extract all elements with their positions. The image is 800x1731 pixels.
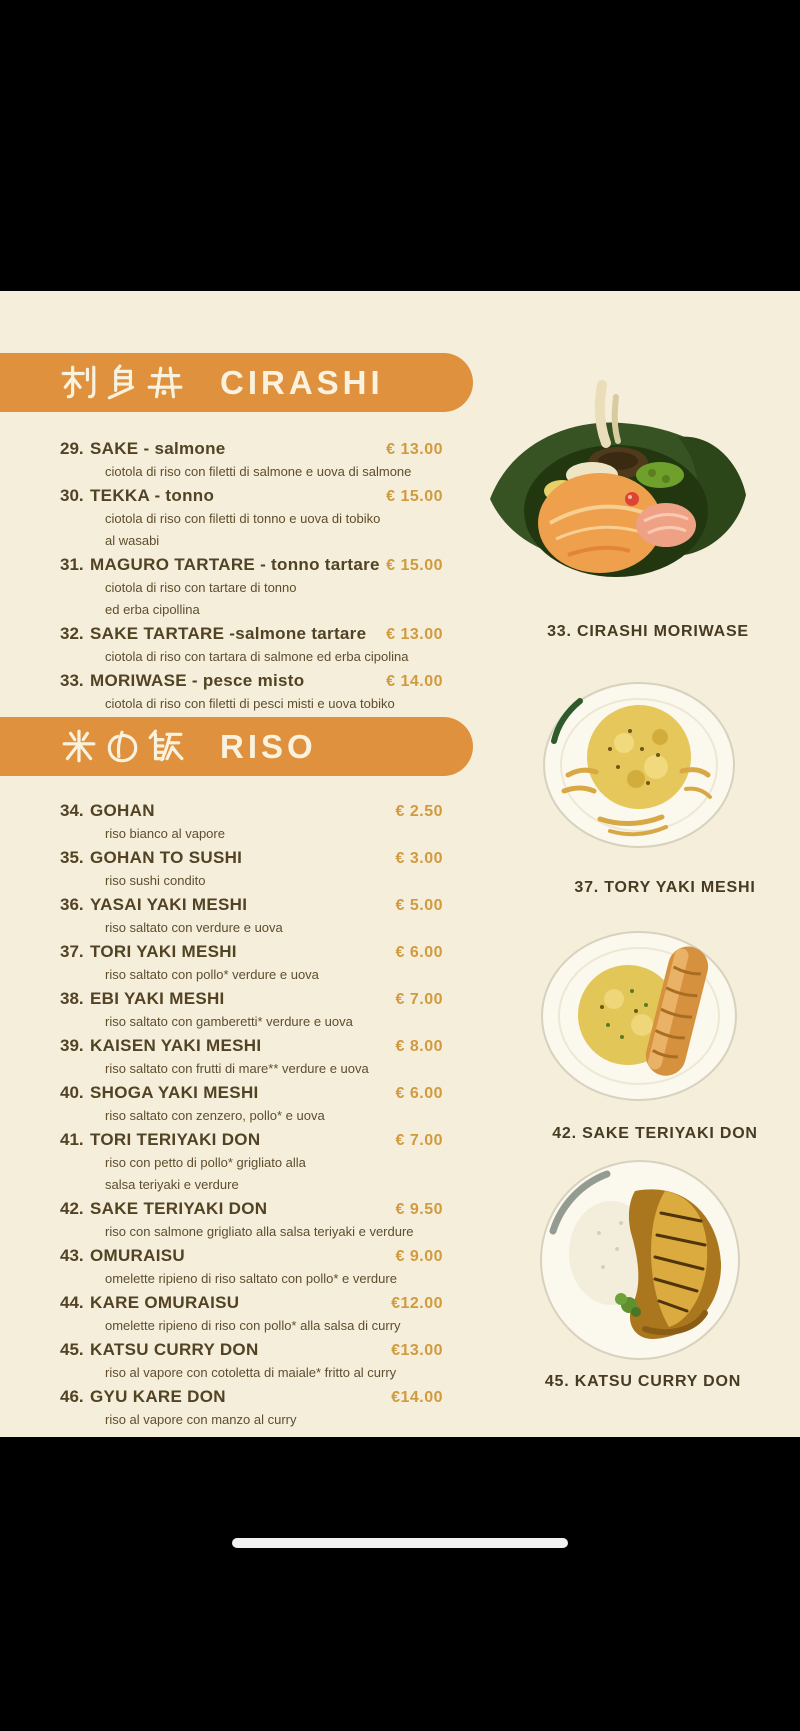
item-description: riso saltato con gamberetti* verdure e uova [105, 1014, 353, 1029]
item-price: € 15.00 [386, 557, 443, 574]
menu-item-row [0, 894, 460, 917]
item-descriptions [0, 461, 460, 483]
item-price: €13.00 [391, 1342, 443, 1359]
menu-item [0, 941, 460, 986]
item-description: ciotola di riso con tartare di tonno [105, 580, 297, 595]
menu-item [0, 894, 460, 939]
menu-item-row [0, 941, 460, 964]
menu-item-row [0, 1386, 460, 1409]
item-description: omelette ripieno di riso con pollo* alla salsa di curry [105, 1318, 401, 1333]
menu-page [0, 291, 800, 1437]
item-price: € 2.50 [395, 803, 443, 820]
menu-item-row [0, 1245, 460, 1268]
item-description: ciotola di riso con filetti di pesci misti e uova tobiko [105, 696, 395, 711]
item-description: riso saltato con verdure e uova [105, 920, 283, 935]
menu-item [0, 1035, 460, 1080]
photo-caption: 42. SAKE TERIYAKI DON [552, 1125, 758, 1142]
menu-item [0, 1129, 460, 1196]
item-description: ed erba cipollina [105, 602, 200, 617]
item-descriptions [0, 964, 460, 986]
item-description: salsa teriyaki e verdure [105, 1177, 239, 1192]
menu-item-row [0, 1129, 460, 1152]
item-price: € 7.00 [395, 1132, 443, 1149]
item-descriptions [0, 1268, 460, 1290]
menu-item [0, 438, 460, 483]
item-price: € 6.00 [395, 944, 443, 961]
item-price: €14.00 [391, 1389, 443, 1406]
item-price: € 13.00 [386, 441, 443, 458]
item-descriptions [0, 577, 460, 621]
kanji-char-icon [146, 728, 184, 766]
section-title: CIRASHI [220, 364, 384, 401]
kanji-kome-no-meshi-icon [60, 728, 184, 766]
menu-items-cirashi [0, 438, 460, 715]
kanji-char-icon [103, 728, 141, 766]
kanji-char-icon [60, 364, 98, 402]
item-name: OMURAISU [90, 1246, 185, 1265]
item-number: 33. [60, 671, 84, 690]
item-name: KATSU CURRY DON [90, 1340, 259, 1359]
katsu-curry-don-photo [537, 1157, 743, 1368]
item-name: YASAI YAKI MESHI [90, 895, 248, 914]
item-description: ciotola di riso con filetti di salmone e uova di salmone [105, 464, 412, 479]
item-description: riso con salmone grigliato alla salsa teriyaki e verdure [105, 1224, 414, 1239]
item-description: al wasabi [105, 533, 160, 548]
menu-item-row [0, 847, 460, 870]
item-name: EBI YAKI MESHI [90, 989, 225, 1008]
section-header-cirashi [0, 353, 473, 412]
section-title: RISO [220, 728, 317, 765]
item-description: riso al vapore con cotoletta di maiale* fritto al curry [105, 1365, 397, 1380]
item-number: 42. [60, 1199, 84, 1218]
item-price: € 3.00 [395, 850, 443, 867]
item-name: KAISEN YAKI MESHI [90, 1036, 262, 1055]
menu-item-row [0, 438, 460, 461]
item-descriptions [0, 1315, 460, 1337]
item-descriptions [0, 917, 460, 939]
item-descriptions [0, 693, 460, 715]
item-number: 35. [60, 848, 84, 867]
item-price: €12.00 [391, 1295, 443, 1312]
menu-item [0, 1245, 460, 1290]
menu-item [0, 1198, 460, 1243]
item-name: KARE OMURAISU [90, 1293, 240, 1312]
menu-item-row [0, 623, 460, 646]
item-description: riso sushi condito [105, 873, 206, 888]
menu-item [0, 1386, 460, 1431]
menu-item-row [0, 670, 460, 693]
menu-item [0, 623, 460, 668]
item-descriptions [0, 1362, 460, 1384]
photo-caption: 37. TORY YAKI MESHI [574, 879, 756, 896]
item-price: € 6.00 [395, 1085, 443, 1102]
item-price: € 9.50 [395, 1201, 443, 1218]
item-descriptions [0, 1058, 460, 1080]
menu-item [0, 847, 460, 892]
menu-item-row [0, 1292, 460, 1315]
menu-item [0, 1292, 460, 1337]
section-header-riso [0, 717, 473, 776]
item-description: riso bianco al vapore [105, 826, 225, 841]
menu-item [0, 554, 460, 621]
item-description: riso al vapore con manzo al curry [105, 1412, 297, 1427]
item-number: 45. [60, 1340, 84, 1359]
item-number: 34. [60, 801, 84, 820]
menu-item [0, 800, 460, 845]
item-number: 41. [60, 1130, 84, 1149]
photo-caption: 33. CIRASHI MORIWASE [547, 623, 749, 640]
item-name: SHOGA YAKI MESHI [90, 1083, 259, 1102]
item-price: € 14.00 [386, 673, 443, 690]
item-name: GOHAN [90, 801, 155, 820]
item-number: 38. [60, 989, 84, 1008]
item-descriptions [0, 823, 460, 845]
item-description: riso saltato con pollo* verdure e uova [105, 967, 319, 982]
menu-item-row [0, 1339, 460, 1362]
menu-item [0, 988, 460, 1033]
item-number: 46. [60, 1387, 84, 1406]
item-name: TORI YAKI MESHI [90, 942, 237, 961]
item-name: MAGURO TARTARE - tonno tartare [90, 555, 380, 574]
item-descriptions [0, 508, 460, 552]
item-number: 29. [60, 439, 84, 458]
item-descriptions [0, 1011, 460, 1033]
item-price: € 7.00 [395, 991, 443, 1008]
item-descriptions [0, 1152, 460, 1196]
item-description: riso con petto di pollo* grigliato alla [105, 1155, 306, 1170]
sake-teriyaki-don-photo [538, 927, 740, 1110]
item-number: 36. [60, 895, 84, 914]
item-number: 44. [60, 1293, 84, 1312]
menu-item-row [0, 800, 460, 823]
item-name: SAKE TARTARE -salmone tartare [90, 624, 367, 643]
item-name: GOHAN TO SUSHI [90, 848, 243, 867]
item-description: ciotola di riso con tartara di salmone ed erba cipolina [105, 649, 409, 664]
menu-item [0, 670, 460, 715]
menu-item [0, 1339, 460, 1384]
menu-item [0, 485, 460, 552]
menu-item-row [0, 1198, 460, 1221]
kanji-char-icon [60, 728, 98, 766]
item-number: 31. [60, 555, 84, 574]
cirashi-moriwase-photo [482, 371, 750, 616]
menu-column [0, 291, 460, 1433]
item-name: SAKE TERIYAKI DON [90, 1199, 268, 1218]
item-number: 43. [60, 1246, 84, 1265]
item-name: TORI TERIYAKI DON [90, 1130, 261, 1149]
item-price: € 15.00 [386, 488, 443, 505]
item-descriptions [0, 1105, 460, 1127]
kanji-char-icon [103, 364, 141, 402]
item-number: 30. [60, 486, 84, 505]
tory-yaki-meshi-photo [540, 679, 738, 856]
menu-item-row [0, 554, 460, 577]
kanji-sashimi-don-icon [60, 364, 184, 402]
item-number: 40. [60, 1083, 84, 1102]
item-descriptions [0, 1221, 460, 1243]
item-price: € 9.00 [395, 1248, 443, 1265]
item-number: 32. [60, 624, 84, 643]
menu-items-riso [0, 800, 460, 1431]
item-name: SAKE - salmone [90, 439, 226, 458]
item-name: MORIWASE - pesce misto [90, 671, 305, 690]
menu-item-row [0, 988, 460, 1011]
item-description: riso saltato con frutti di mare** verdure e uova [105, 1061, 369, 1076]
item-description: omelette ripieno di riso saltato con pollo* e verdure [105, 1271, 397, 1286]
item-descriptions [0, 646, 460, 668]
item-name: GYU KARE DON [90, 1387, 226, 1406]
item-description: ciotola di riso con filetti di tonno e uova di tobiko [105, 511, 381, 526]
menu-item-row [0, 485, 460, 508]
item-price: € 8.00 [395, 1038, 443, 1055]
item-descriptions [0, 1409, 460, 1431]
item-descriptions [0, 870, 460, 892]
item-number: 37. [60, 942, 84, 961]
photo-caption: 45. KATSU CURRY DON [544, 1373, 742, 1390]
item-description: riso saltato con zenzero, pollo* e uova [105, 1108, 325, 1123]
menu-item-row [0, 1082, 460, 1105]
menu-item-row [0, 1035, 460, 1058]
item-name: TEKKA - tonno [90, 486, 215, 505]
home-indicator-handle[interactable] [232, 1538, 568, 1548]
menu-item [0, 1082, 460, 1127]
item-price: € 13.00 [386, 626, 443, 643]
item-price: € 5.00 [395, 897, 443, 914]
item-number: 39. [60, 1036, 84, 1055]
kanji-char-icon [146, 364, 184, 402]
